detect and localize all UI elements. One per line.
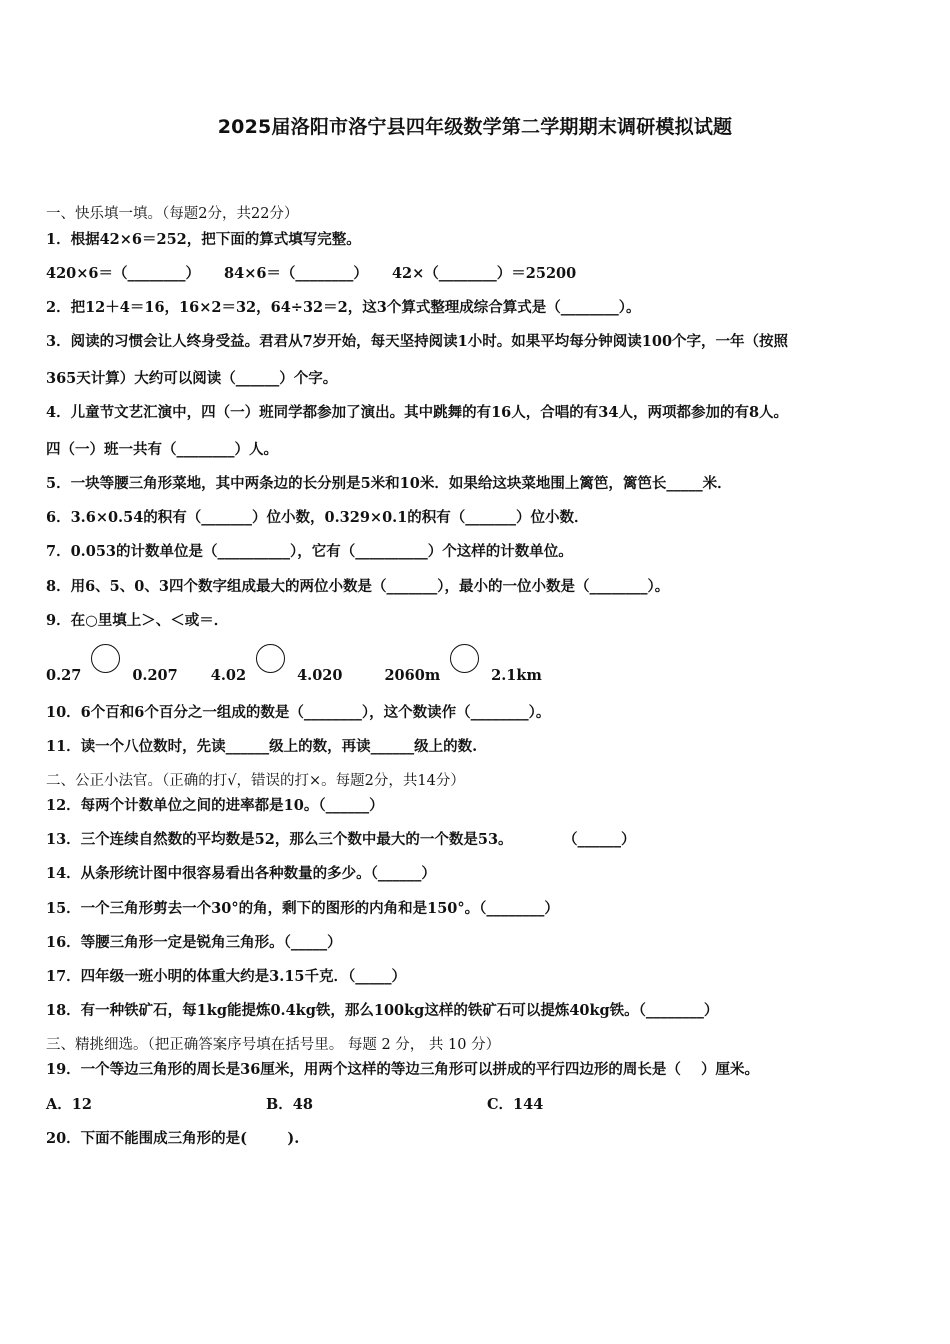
page-title: 2025届洛阳市洛宁县四年级数学第二学期期末调研模拟试题 [217, 116, 733, 138]
section-1-header: 一、快乐填一填。（每题2分，共22分） [46, 206, 299, 222]
section-2-header: 二、公正小法官。（正确的打√，错误的打×。每题2分，共14分） [46, 773, 465, 789]
question-4-line-1: 4．儿童节文艺汇演中，四（一）班同学都参加了演出。其中跳舞的有16人，合唱的有34人，两项都参加的有8人。 [46, 404, 789, 421]
question-19-option-b: B．48 [266, 1096, 313, 1113]
compare-2-left: 4.02 [210, 667, 247, 684]
question-3-line-2: 365天计算）大约可以阅读（______）个字。 [46, 370, 338, 387]
question-15: 15．一个三角形剪去一个30°的角，剩下的图形的内角和是150°。（________） [46, 900, 559, 917]
question-5: 5．一块等腰三角形菜地，其中两条边的长分别是5米和10米．如果给这块菜地围上篱笆，篱笆长_____米． [46, 475, 732, 492]
question-20: 20．下面不能围成三角形的是( ). [46, 1130, 300, 1147]
compare-1-left: 0.27 [46, 667, 82, 684]
question-7: 7．0.053的计数单位是（__________），它有（__________）个这样的计数单位。 [46, 543, 573, 560]
question-19-option-a: A．12 [46, 1096, 92, 1113]
question-16: 16．等腰三角形一定是锐角三角形。（_____） [46, 934, 342, 951]
compare-3-right: 2.1km [491, 667, 542, 684]
question-14: 14．从条形统计图中很容易看出各种数量的多少。（______） [46, 865, 436, 882]
question-3-line-1: 3．阅读的习惯会让人终身受益。君君从7岁开始，每天坚持阅读1小时。如果平均每分钟阅读100个字，一年（按照 [46, 333, 789, 350]
question-9-stem: 9．在○里填上＞、＜或＝． [46, 612, 229, 629]
question-1-blank-b: 84×6＝（________） [224, 265, 368, 282]
compare-circle-1 [91, 644, 120, 673]
question-18: 18．有一种铁矿石，每1kg能提炼0.4kg铁，那么100kg这样的铁矿石可以提炼40kg铁。（________） [46, 1002, 719, 1019]
compare-circle-3 [450, 644, 479, 673]
question-6: 6．3.6×0.54的积有（_______）位小数，0.329×0.1的积有（_______）位小数． [46, 509, 589, 526]
compare-1-right: 0.207 [132, 667, 178, 684]
section-3-header: 三、精挑细选。（把正确答案序号填在括号里。 每题 2 分， 共 10 分） [46, 1037, 501, 1053]
question-1-blank-c: 42×（________）＝25200 [391, 265, 577, 282]
question-9-comparisons [46, 654, 542, 684]
compare-3-left: 2060m [384, 667, 441, 684]
question-2: 2．把12＋4＝16，16×2＝32，64÷32＝2，这3个算式整理成综合算式是（________）。 [46, 299, 641, 316]
question-1-stem: 1．根据42×6＝252，把下面的算式填写完整。 [46, 231, 361, 248]
question-11: 11．读一个八位数时，先读______级上的数，再读______级上的数. [46, 738, 478, 755]
question-12: 12．每两个计数单位之间的进率都是10。（______） [46, 797, 384, 814]
question-13: 13．三个连续自然数的平均数是52，那么三个数中最大的一个数是53。 （______） [46, 831, 636, 848]
question-8: 8．用6、5、0、3四个数字组成最大的两位小数是（_______），最小的一位小数是（________）。 [46, 578, 670, 595]
question-1-blank-a: 420×6＝（________） [46, 265, 201, 282]
compare-circle-2 [256, 644, 285, 673]
question-10: 10．6个百和6个百分之一组成的数是（________），这个数读作（________）。 [46, 704, 551, 721]
question-1-blanks [46, 262, 576, 283]
question-17: 17．四年级一班小明的体重大约是3.15千克．（_____） [46, 968, 406, 985]
question-4-line-2: 四（一）班一共有（________）人。 [46, 441, 278, 458]
question-19-stem: 19．一个等边三角形的周长是36厘米，用两个这样的等边三角形可以拼成的平行四边形的周长是（ ）厘米。 [46, 1061, 760, 1078]
question-19-option-c: C．144 [487, 1096, 544, 1113]
compare-2-right: 4.020 [297, 667, 343, 684]
